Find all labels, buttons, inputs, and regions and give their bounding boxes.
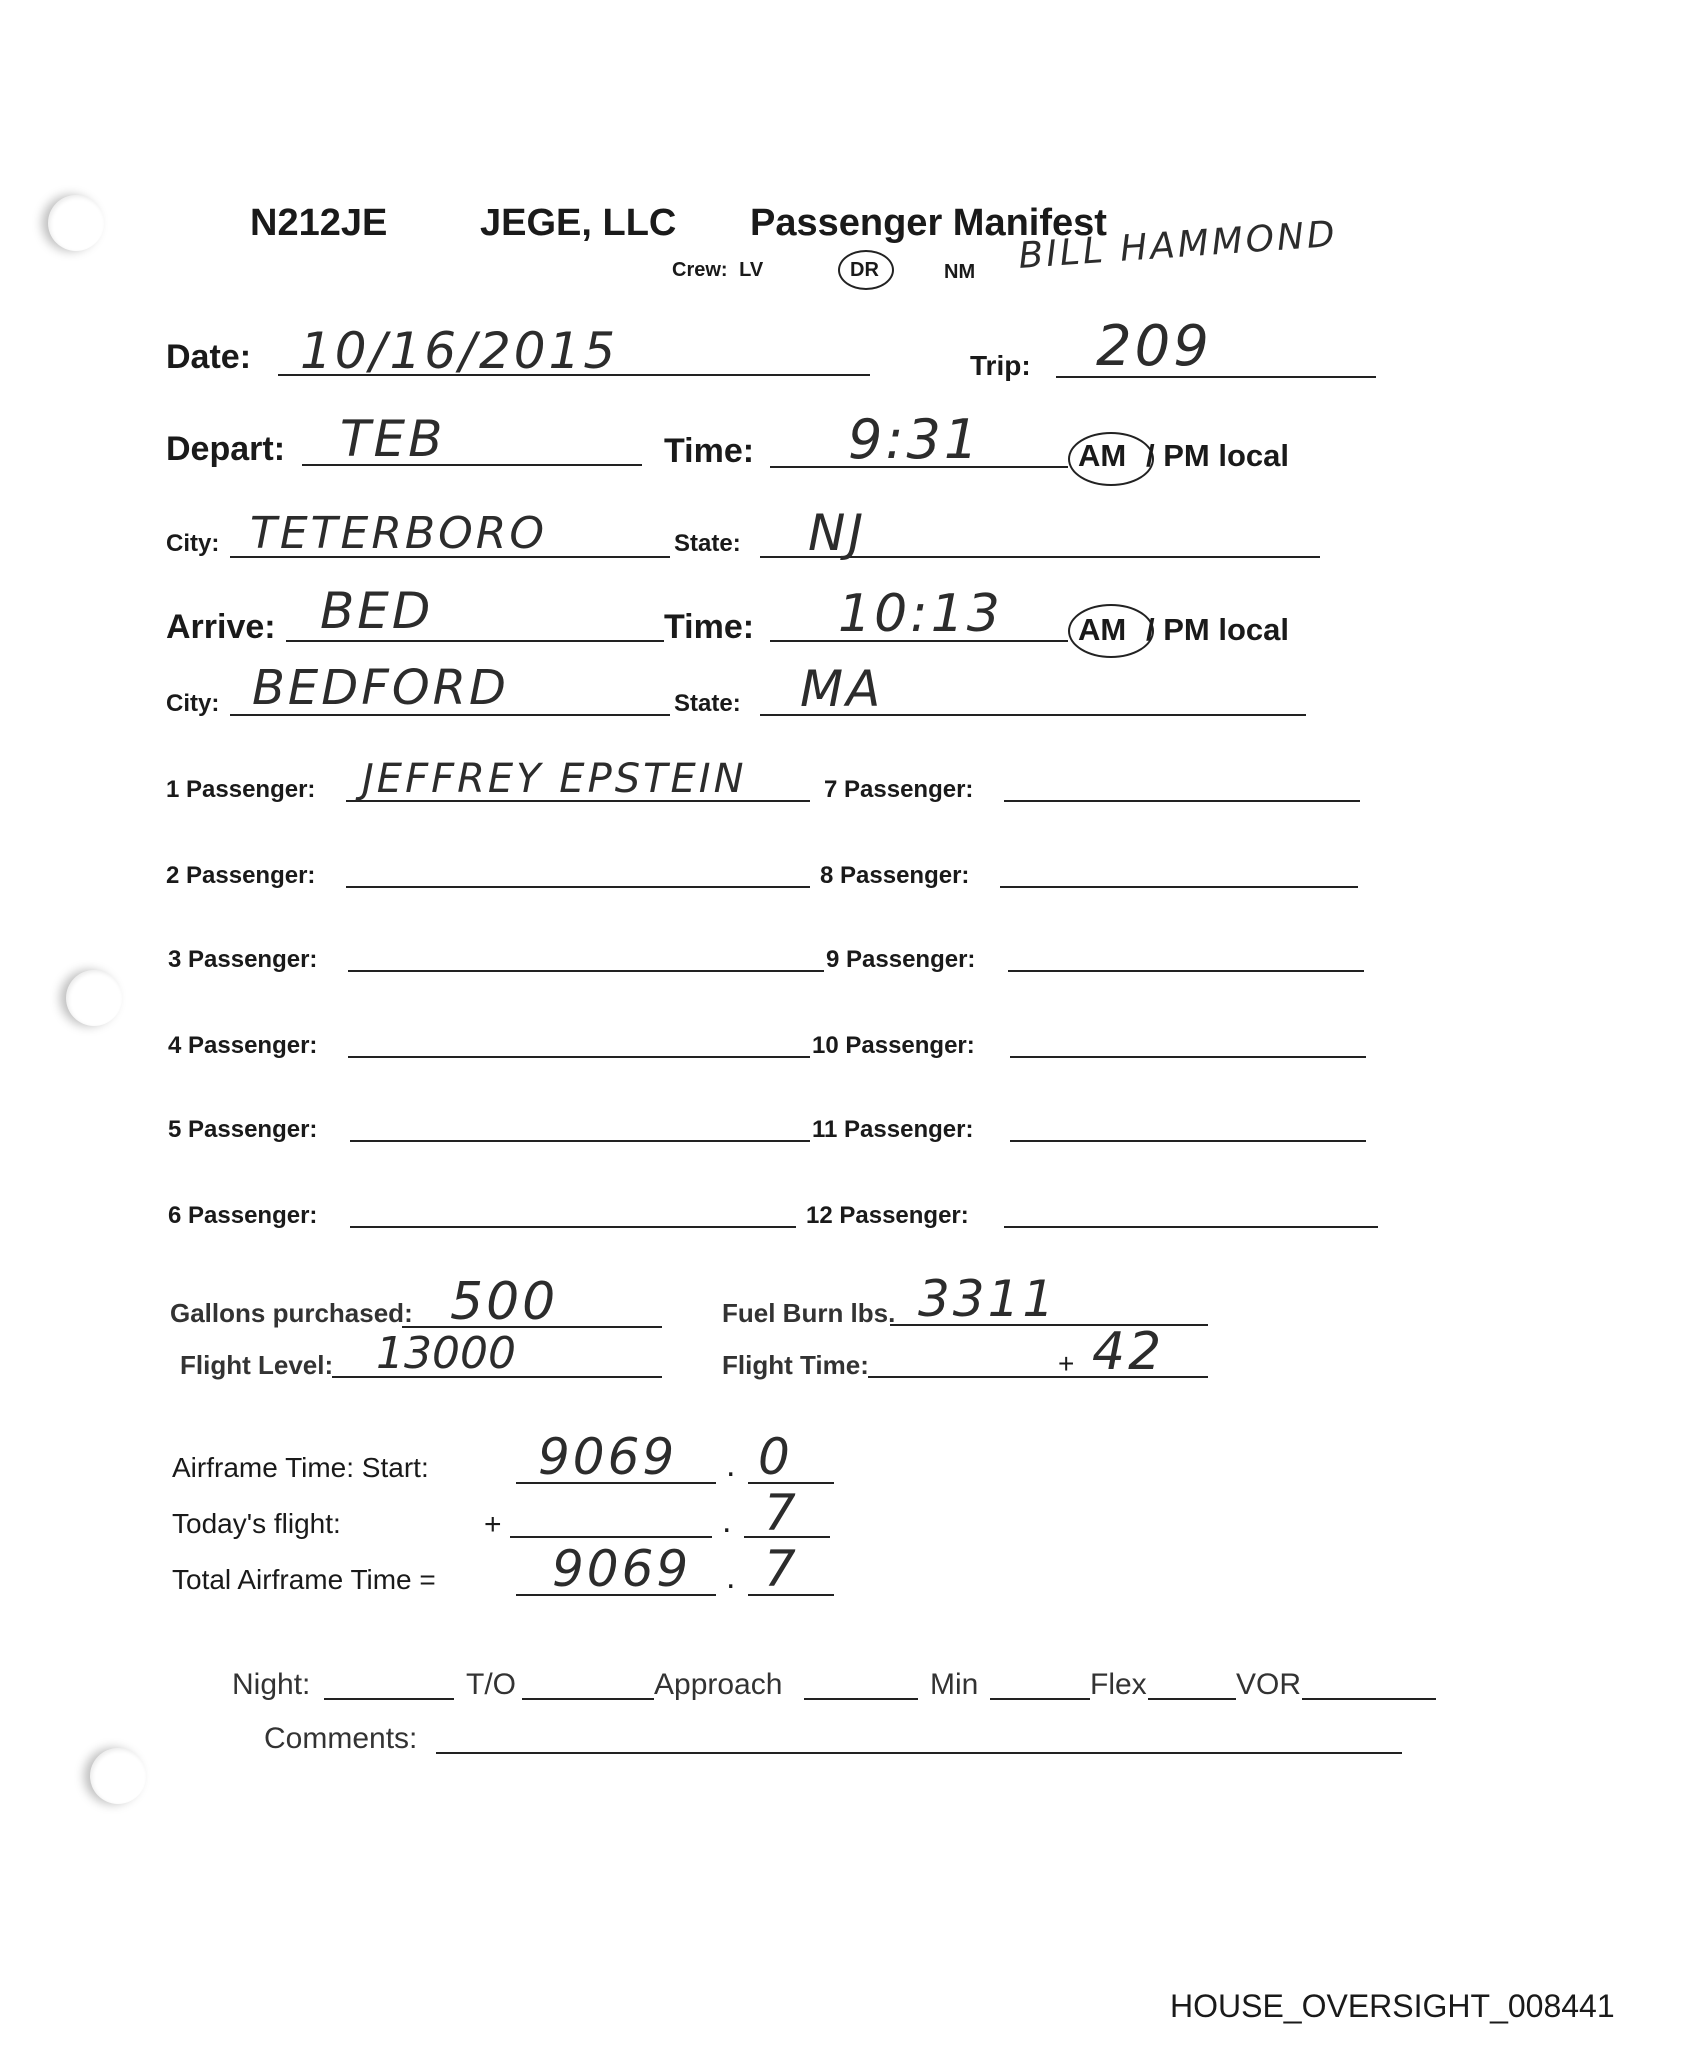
tail-number: N212JE [250,202,388,244]
passenger-4-line [348,1056,810,1058]
flight-level-value: 13000 [376,1328,516,1379]
passenger-4-label: 4 Passenger: [168,1032,318,1059]
approach-line [804,1698,918,1700]
arrive-line [286,640,664,642]
binder-hole-middle [66,970,122,1026]
arrive-state-label: State: [674,690,741,717]
arrive-state-value: MA [800,660,884,718]
arrive-city-label: City: [166,690,220,717]
total-airframe-dot: . [726,1558,736,1596]
arrive-time-label: Time: [664,608,755,646]
passenger-10-label: 10 Passenger: [812,1032,975,1059]
todays-flight-whole-line [510,1536,712,1538]
passenger-10-line [1010,1056,1366,1058]
min-line [990,1698,1090,1700]
todays-flight-dot: . [722,1502,732,1540]
depart-airport: TEB [340,410,446,468]
crew-label [672,259,763,282]
todays-flight-label: Today's flight: [172,1508,341,1539]
airframe-start-tenth: 0 [758,1428,793,1486]
arrive-pm-local: / PM local [1146,612,1289,647]
gallons-label: Gallons purchased: [170,1298,413,1328]
passenger-7-line [1004,800,1360,802]
flex-label: Flex [1090,1668,1147,1701]
flight-time-label: Flight Time: [722,1350,869,1380]
depart-state-value: NJ [808,504,867,562]
depart-time-label: Time: [664,432,755,470]
trip-value: 209 [1096,314,1212,379]
total-airframe-whole: 9069 [552,1540,692,1598]
takeoff-label: T/O [466,1668,516,1701]
passenger-5-label: 5 Passenger: [168,1116,318,1143]
total-airframe-label: Total Airframe Time = [172,1564,436,1595]
passenger-9-line [1008,970,1364,972]
total-airframe-tenth: 7 [764,1540,799,1598]
depart-pm-local: / PM local [1146,438,1289,473]
binder-hole-top [48,195,104,251]
flight-time-plus: + [1058,1348,1075,1379]
crew-handwritten-name: BILL HAMMOND [1017,213,1339,277]
night-line [324,1698,454,1700]
depart-label: Depart: [166,430,286,468]
arrive-airport: BED [320,582,434,640]
crew-dr: DR [850,259,879,281]
passenger-6-label: 6 Passenger: [168,1202,318,1229]
date-label: Date: [166,338,252,376]
airframe-start-dot: . [726,1446,736,1484]
date-value: 10/16/2015 [300,322,619,380]
passenger-1-label: 1 Passenger: [166,776,316,803]
arrive-am: AM [1078,612,1127,647]
vor-label: VOR [1236,1668,1302,1701]
depart-am: AM [1078,438,1127,473]
trip-label: Trip: [970,350,1031,381]
depart-time-value: 9:31 [848,408,982,471]
arrive-city-value: BEDFORD [252,660,509,716]
passenger-7-label: 7 Passenger: [824,776,974,803]
todays-flight-tenth: 7 [764,1484,799,1542]
passenger-12-label: 12 Passenger: [806,1202,969,1229]
passenger-3-label: 3 Passenger: [168,946,318,973]
takeoff-line [522,1698,654,1700]
binder-hole-bottom [90,1748,146,1804]
gallons-value: 500 [450,1272,559,1332]
flight-time-value: 42 [1092,1322,1165,1382]
passenger-8-line [1000,886,1358,888]
passenger-11-label: 11 Passenger: [812,1116,974,1143]
crew-nm: NM [944,261,976,283]
arrive-label: Arrive: [166,608,276,646]
company-name: JEGE, LLC [480,202,677,244]
form-title: Passenger Manifest [750,202,1107,244]
depart-city-label: City: [166,530,220,557]
flex-line [1148,1698,1236,1700]
todays-flight-plus: + [484,1508,502,1541]
passenger-3-line [348,970,824,972]
airframe-start-whole: 9069 [538,1428,678,1486]
passenger-2-line [346,886,810,888]
crew-lv: LV [739,259,764,281]
passenger-1-value: JEFFREY EPSTEIN [362,756,747,802]
bates-number: HOUSE_OVERSIGHT_008441 [1170,1988,1615,2024]
passenger-9-label: 9 Passenger: [826,946,976,973]
approach-label: Approach [654,1668,783,1701]
comments-label: Comments: [264,1722,418,1755]
depart-state-label: State: [674,530,741,557]
vor-line [1302,1698,1436,1700]
passenger-8-label: 8 Passenger: [820,862,970,889]
fuel-burn-label: Fuel Burn lbs. [722,1298,896,1328]
passenger-2-label: 2 Passenger: [166,862,316,889]
fuel-burn-value: 3311 [918,1270,1058,1328]
crew-label-text: Crew: [672,259,728,281]
min-label: Min [930,1668,979,1701]
flight-level-label: Flight Level: [180,1350,334,1380]
comments-line [436,1752,1402,1754]
passenger-11-line [1010,1140,1366,1142]
night-label: Night: [232,1668,311,1701]
passenger-6-line [350,1226,796,1228]
passenger-5-line [350,1140,810,1142]
airframe-start-label: Airframe Time: Start: [172,1452,429,1483]
depart-city-value: TETERBORO [250,508,547,559]
passenger-12-line [1004,1226,1378,1228]
arrive-time-value: 10:13 [838,584,1003,644]
